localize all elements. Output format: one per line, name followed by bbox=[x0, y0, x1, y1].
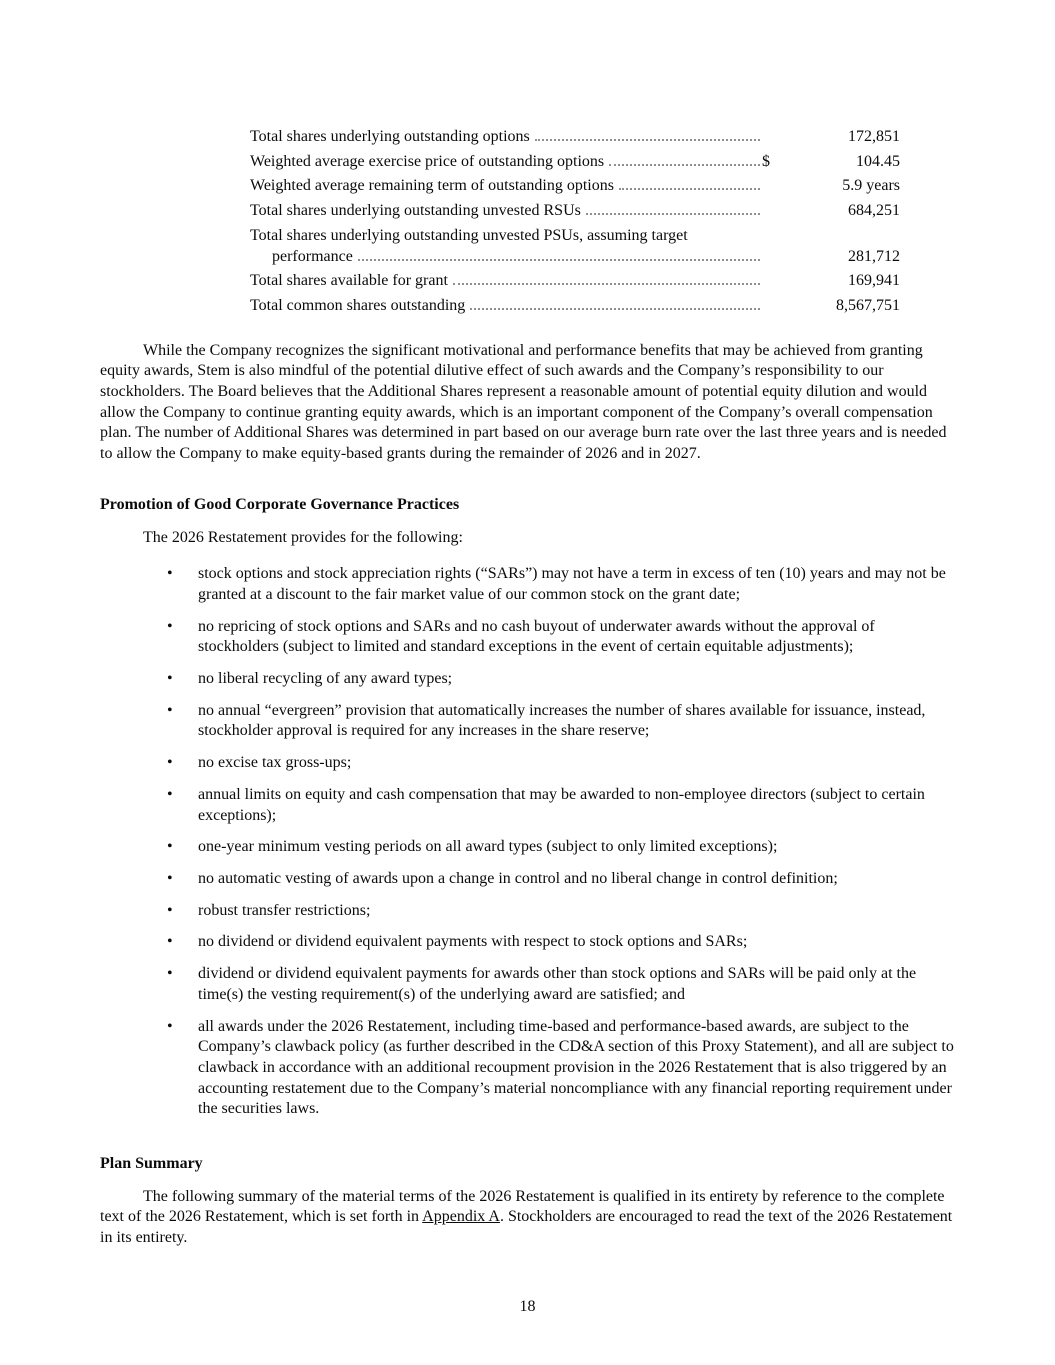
section-heading-plan-summary: Plan Summary bbox=[100, 1155, 203, 1173]
table-row bbox=[250, 226, 900, 267]
row-label: Total shares underlying outstanding unvested PSUs, assuming target bbox=[250, 226, 688, 244]
list-item bbox=[100, 1017, 956, 1121]
bullet-text: no automatic vesting of awards upon a change in control and no liberal change in control definition; bbox=[198, 869, 838, 887]
bullet-icon bbox=[167, 564, 198, 605]
page-number: 18 bbox=[519, 1298, 536, 1315]
bullet-icon bbox=[167, 753, 198, 774]
value-cell: 281,712 bbox=[848, 247, 900, 265]
bullet-icon bbox=[167, 617, 198, 658]
table-row bbox=[250, 201, 900, 222]
list-item bbox=[100, 785, 956, 826]
list-item bbox=[100, 564, 956, 605]
bullet-icon bbox=[167, 837, 198, 858]
dot-leader bbox=[609, 164, 760, 166]
appendix-a-link[interactable]: Appendix A bbox=[422, 1208, 500, 1226]
dot-leader bbox=[619, 188, 760, 190]
bullet-text: no dividend or dividend equivalent payments with respect to stock options and SARs; bbox=[198, 933, 748, 951]
paragraph-plan-summary bbox=[100, 1187, 956, 1249]
dot-leader bbox=[453, 283, 760, 285]
bullet-icon bbox=[167, 932, 198, 953]
bullet-text: no repricing of stock options and SARs and no cash buyout of underwater awards without the approval of stockholders (subject to limited and standard exceptions in the event of certain equitable adjustments); bbox=[198, 617, 875, 656]
list-item bbox=[100, 669, 956, 690]
row-label: Total shares underlying outstanding options bbox=[250, 128, 530, 145]
list-item bbox=[100, 701, 956, 742]
currency-cell: $ bbox=[762, 152, 770, 170]
value-cell: 104.45 bbox=[856, 152, 900, 170]
bullet-text: dividend or dividend equivalent payments for awards other than stock options and SARs will be paid only at the time(s) the vesting requirement(s) of the underlying award are satisfied; and bbox=[198, 965, 917, 1003]
value-cell: 169,941 bbox=[848, 272, 900, 290]
dot-leader bbox=[470, 308, 760, 310]
table-row bbox=[250, 296, 900, 317]
value-cell: 172,851 bbox=[848, 128, 900, 145]
dot-leader bbox=[535, 139, 760, 141]
governance-intro: The 2026 Restatement provides for the following: bbox=[143, 528, 463, 546]
table-row bbox=[250, 176, 900, 197]
governance-bullet-list bbox=[100, 564, 956, 1120]
table-row bbox=[250, 271, 900, 292]
list-item bbox=[100, 753, 956, 774]
table-row bbox=[250, 152, 900, 173]
bullet-text: robust transfer restrictions; bbox=[198, 901, 371, 919]
page-content bbox=[100, 127, 956, 1265]
list-item bbox=[100, 617, 956, 658]
bullet-icon bbox=[167, 785, 198, 826]
bullet-icon bbox=[167, 869, 198, 890]
row-label: Weighted average remaining term of outstanding options bbox=[250, 177, 614, 195]
bullet-icon bbox=[167, 701, 198, 742]
list-item bbox=[100, 901, 956, 922]
plan-summary-text-before: The following summary of the material terms of the 2026 Restatement is qualified in its entirety by reference to the complete text of the 2026 Restatement, which is set forth in bbox=[100, 1187, 945, 1226]
bullet-icon bbox=[167, 901, 198, 922]
bullet-text: no annual “evergreen” provision that automatically increases the number of shares available for issuance, instead, stockholder approval is required for any increases in the share reserve; bbox=[198, 701, 926, 740]
dot-leader bbox=[358, 259, 760, 261]
bullet-text: no liberal recycling of any award types; bbox=[198, 670, 453, 688]
paragraph-dilution: While the Company recognizes the significant motivational and performance benefits that may be achieved from granting equity awards, Stem is also mindful of the potential dilutive effect of such awards and the Company’s responsibility to our stockholders. The Board believes that the Additional Shares represent a reasonable amount of potential equity dilution and would allow the Company to continue granting equity awards, which is an important component of the Company’s overall compensation plan. The number of Additional Shares was determined in part based on our average burn rate over the last three years and is needed to allow the Company to make equity-based grants during the remainder of 2026 and in 2027. bbox=[100, 341, 947, 463]
list-item bbox=[100, 869, 956, 890]
row-label: Weighted average exercise price of outstanding options bbox=[250, 152, 605, 170]
bullet-icon bbox=[167, 669, 198, 690]
row-label: Total shares available for grant bbox=[250, 272, 448, 290]
table-row bbox=[250, 127, 900, 148]
value-cell: 8,567,751 bbox=[836, 296, 900, 314]
row-label: Total common shares outstanding bbox=[250, 296, 466, 314]
row-label: Total shares underlying outstanding unvested RSUs bbox=[250, 202, 581, 220]
plan-summary-text-after: . Stockholders are encouraged to read the text of the 2026 Restatement in its entirety. bbox=[100, 1208, 953, 1247]
bullet-text: one-year minimum vesting periods on all award types (subject to only limited exceptions); bbox=[198, 838, 778, 856]
bullet-text: all awards under the 2026 Restatement, including time-based and performance-based awards, are subject to the Company’s clawback policy (as further described in the CD&A section of this Proxy Statement), and all are subject to clawback in accordance with an additional recoupment provision in the 2026 Restatement that is also triggered by an accounting restatement due to the Company’s material noncompliance with any financial reporting requirement under the securities laws. bbox=[198, 1017, 954, 1118]
list-item bbox=[100, 932, 956, 953]
value-cell: 5.9 years bbox=[842, 177, 900, 195]
list-item bbox=[100, 837, 956, 858]
bullet-icon bbox=[167, 964, 198, 1005]
value-cell: 684,251 bbox=[848, 202, 900, 220]
share-summary-table bbox=[250, 127, 900, 317]
row-label-continued: performance bbox=[272, 247, 353, 265]
list-item bbox=[100, 964, 956, 1005]
bullet-text: annual limits on equity and cash compensation that may be awarded to non-employee directors (subject to certain exceptions); bbox=[198, 785, 925, 824]
section-heading-governance: Promotion of Good Corporate Governance Practices bbox=[100, 495, 460, 513]
bullet-text: stock options and stock appreciation rights (“SARs”) may not have a term in excess of ten (10) years and may not be granted at a discount to the fair market value of our common stock on the grant date; bbox=[198, 565, 946, 603]
bullet-icon bbox=[167, 1017, 198, 1121]
dot-leader bbox=[586, 213, 760, 215]
bullet-text: no excise tax gross-ups; bbox=[198, 754, 352, 772]
